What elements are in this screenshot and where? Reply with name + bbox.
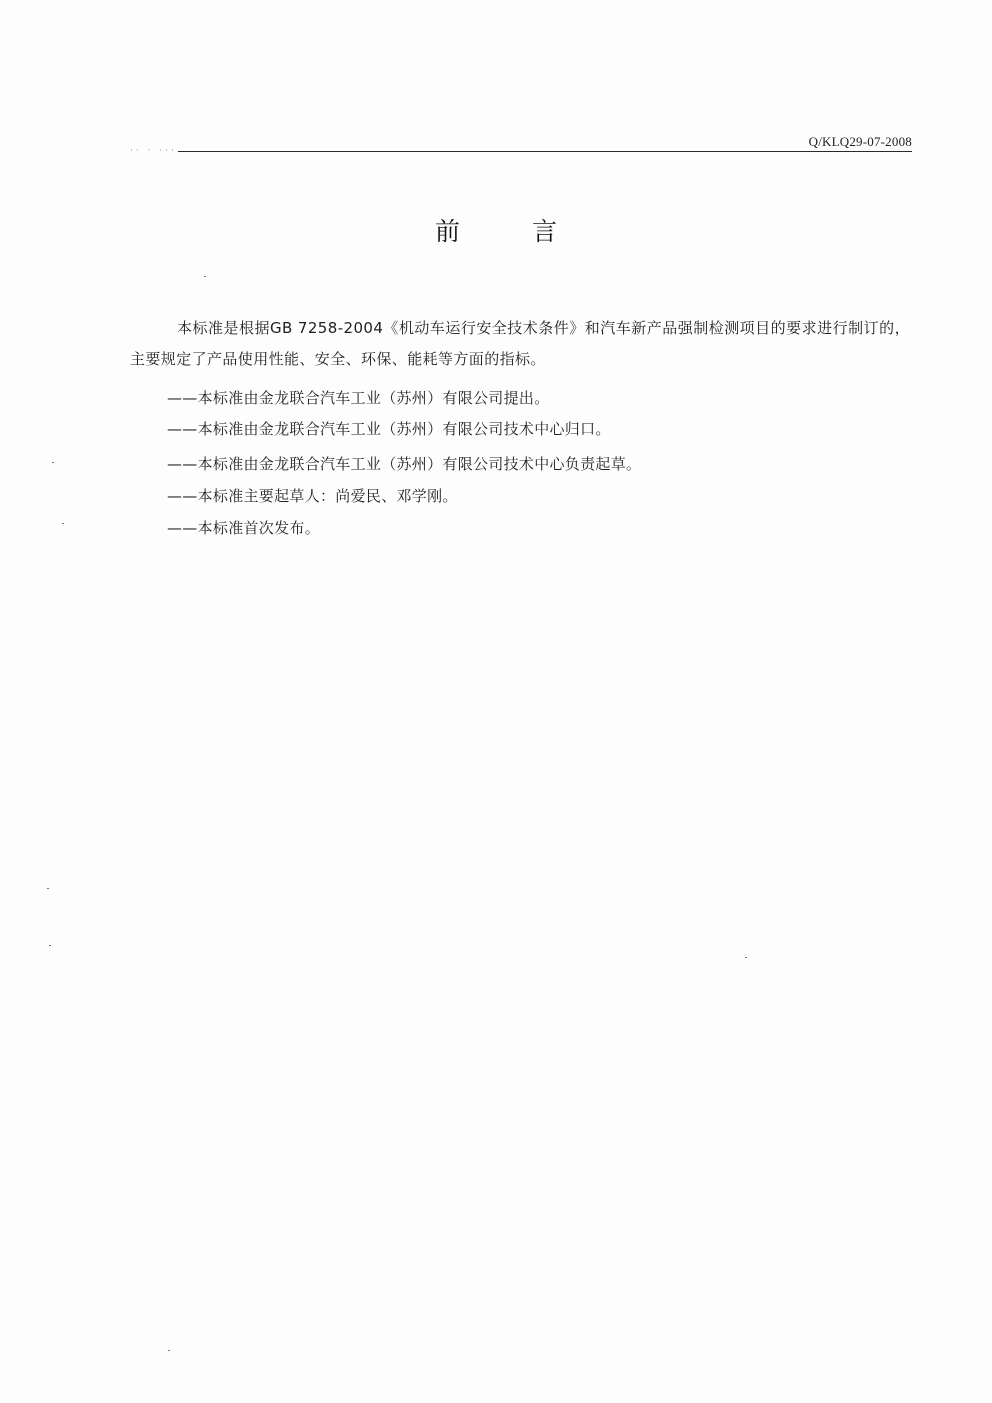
list-item-responsible: ——本标准由金龙联合汽车工业（苏州）有限公司技术中心归口。 xyxy=(167,420,611,438)
list-item-drafters: ——本标准主要起草人：尚爱民、邓学刚。 xyxy=(167,487,458,505)
list-item-first-release: ——本标准首次发布。 xyxy=(167,519,321,537)
scan-speck xyxy=(62,523,64,524)
document-code: Q/KLQ29-07-2008 xyxy=(808,134,912,149)
scan-speck xyxy=(204,276,206,277)
scan-speck xyxy=(49,945,51,946)
header-rule xyxy=(178,151,912,152)
scan-speck xyxy=(745,957,747,958)
intro-paragraph: 本标准是根据GB 7258-2004《机动车运行安全技术条件》和汽车新产品强制检测项目的要求进行制订的，主要规定了产品使用性能、安全、环保、能耗等方面的指标。 xyxy=(130,319,910,368)
scan-speck xyxy=(168,1350,170,1351)
scan-speck xyxy=(47,888,49,889)
list-item-drafter-unit: ——本标准由金龙联合汽车工业（苏州）有限公司技术中心负责起草。 xyxy=(167,455,642,473)
foreword-body xyxy=(130,313,910,536)
page-title: 前言 xyxy=(434,217,629,246)
list-item-proposer: ——本标准由金龙联合汽车工业（苏州）有限公司提出。 xyxy=(167,389,550,407)
scan-speck xyxy=(52,462,54,463)
header-rule-dots: ·· · ··· xyxy=(130,146,177,156)
